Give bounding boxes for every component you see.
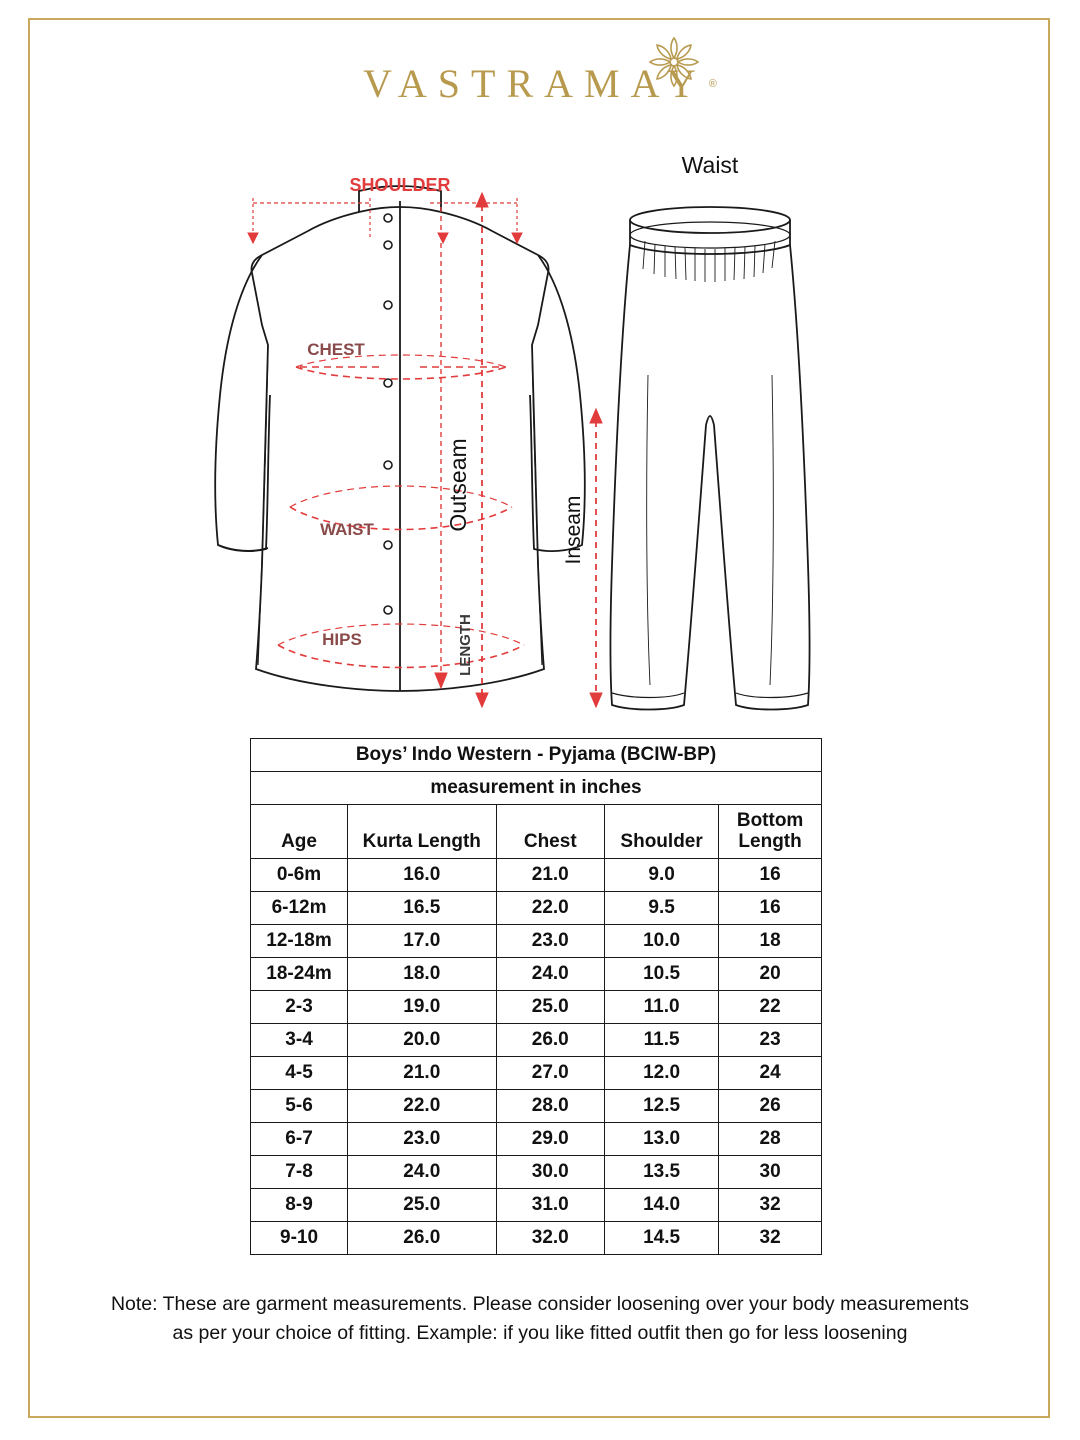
table-row <box>251 924 822 957</box>
pyjama-measure-lines <box>476 193 602 707</box>
cell-shoulder: 9.0 <box>605 858 719 891</box>
footer-note <box>48 1290 1032 1349</box>
cell-bottom-length: 26 <box>719 1089 822 1122</box>
cell-bottom-length: 24 <box>719 1056 822 1089</box>
col-header-kurta-length: Kurta Length <box>348 805 496 859</box>
floral-star-icon <box>644 32 704 92</box>
cell-chest: 28.0 <box>496 1089 604 1122</box>
cell-age: 6-7 <box>251 1122 348 1155</box>
cell-kurta-length: 26.0 <box>348 1221 496 1254</box>
pyjama-labels <box>445 152 739 564</box>
cell-shoulder: 13.5 <box>605 1155 719 1188</box>
col-header-age: Age <box>251 805 348 859</box>
cell-kurta-length: 19.0 <box>348 990 496 1023</box>
cell-bottom-length: 22 <box>719 990 822 1023</box>
cell-shoulder: 14.5 <box>605 1221 719 1254</box>
label-chest: CHEST <box>307 340 365 359</box>
cell-age: 12-18m <box>251 924 348 957</box>
cell-kurta-length: 25.0 <box>348 1188 496 1221</box>
label-hips: HIPS <box>322 630 362 649</box>
table-row <box>251 1023 822 1056</box>
cell-kurta-length: 24.0 <box>348 1155 496 1188</box>
cell-bottom-length: 28 <box>719 1122 822 1155</box>
table-row <box>251 1155 822 1188</box>
cell-bottom-length: 32 <box>719 1221 822 1254</box>
registered-mark: ® <box>708 77 717 90</box>
table-row <box>251 1188 822 1221</box>
size-table <box>250 738 822 1255</box>
cell-age: 2-3 <box>251 990 348 1023</box>
col-header-shoulder: Shoulder <box>605 805 719 859</box>
table-row <box>251 1221 822 1254</box>
label-waist: WAIST <box>320 520 374 539</box>
cell-chest: 27.0 <box>496 1056 604 1089</box>
kurta-labels <box>307 175 474 676</box>
cell-chest: 22.0 <box>496 891 604 924</box>
pyjama-illustration <box>611 207 810 710</box>
cell-chest: 23.0 <box>496 924 604 957</box>
cell-shoulder: 11.0 <box>605 990 719 1023</box>
cell-chest: 25.0 <box>496 990 604 1023</box>
brand-header <box>0 60 1080 107</box>
measurement-diagram <box>0 145 1080 725</box>
cell-bottom-length: 20 <box>719 957 822 990</box>
cell-shoulder: 13.0 <box>605 1122 719 1155</box>
cell-kurta-length: 23.0 <box>348 1122 496 1155</box>
cell-age: 0-6m <box>251 858 348 891</box>
cell-shoulder: 12.0 <box>605 1056 719 1089</box>
cell-age: 8-9 <box>251 1188 348 1221</box>
cell-bottom-length: 18 <box>719 924 822 957</box>
brand-wordmark: VASTRAMAY <box>363 61 707 106</box>
table-row <box>251 891 822 924</box>
cell-kurta-length: 20.0 <box>348 1023 496 1056</box>
table-header-row <box>251 805 822 859</box>
cell-kurta-length: 16.5 <box>348 891 496 924</box>
cell-age: 5-6 <box>251 1089 348 1122</box>
label-waist-pyjama: Waist <box>681 152 739 178</box>
col-header-bottom-length <box>719 805 822 859</box>
cell-chest: 30.0 <box>496 1155 604 1188</box>
cell-age: 9-10 <box>251 1221 348 1254</box>
cell-kurta-length: 21.0 <box>348 1056 496 1089</box>
size-table-container <box>250 738 822 1255</box>
cell-chest: 24.0 <box>496 957 604 990</box>
cell-chest: 32.0 <box>496 1221 604 1254</box>
table-row <box>251 990 822 1023</box>
col-header-chest: Chest <box>496 805 604 859</box>
cell-shoulder: 12.5 <box>605 1089 719 1122</box>
cell-shoulder: 14.0 <box>605 1188 719 1221</box>
cell-age: 7-8 <box>251 1155 348 1188</box>
table-row <box>251 858 822 891</box>
cell-kurta-length: 22.0 <box>348 1089 496 1122</box>
table-subtitle: measurement in inches <box>251 772 822 805</box>
col-header-bottom-line1: Bottom <box>736 810 804 831</box>
table-row <box>251 1089 822 1122</box>
cell-bottom-length: 23 <box>719 1023 822 1056</box>
cell-kurta-length: 16.0 <box>348 858 496 891</box>
label-inseam: Inseam <box>562 495 585 565</box>
cell-kurta-length: 17.0 <box>348 924 496 957</box>
table-row <box>251 1122 822 1155</box>
cell-shoulder: 9.5 <box>605 891 719 924</box>
cell-chest: 29.0 <box>496 1122 604 1155</box>
table-title-row <box>251 739 822 772</box>
kurta-illustration <box>215 186 585 691</box>
note-line-2: as per your choice of fitting. Example: if you like fitted outfit then go for less loosening <box>172 1322 908 1345</box>
table-title: Boys’ Indo Western - Pyjama (BCIW-BP) <box>251 739 822 772</box>
cell-kurta-length: 18.0 <box>348 957 496 990</box>
col-header-bottom-line2: Length <box>738 831 802 853</box>
label-shoulder: SHOULDER <box>349 175 451 195</box>
cell-age: 6-12m <box>251 891 348 924</box>
table-subtitle-row <box>251 772 822 805</box>
cell-chest: 31.0 <box>496 1188 604 1221</box>
cell-bottom-length: 32 <box>719 1188 822 1221</box>
cell-chest: 26.0 <box>496 1023 604 1056</box>
table-row <box>251 1056 822 1089</box>
cell-shoulder: 10.0 <box>605 924 719 957</box>
cell-shoulder: 10.5 <box>605 957 719 990</box>
note-line-1: Note: These are garment measurements. Please consider loosening over your body measurements <box>110 1293 970 1315</box>
cell-age: 18-24m <box>251 957 348 990</box>
cell-age: 3-4 <box>251 1023 348 1056</box>
cell-bottom-length: 16 <box>719 891 822 924</box>
cell-bottom-length: 16 <box>719 858 822 891</box>
cell-chest: 21.0 <box>496 858 604 891</box>
label-outseam: Outseam <box>445 438 471 532</box>
label-length: LENGTH <box>457 614 474 676</box>
table-row <box>251 957 822 990</box>
cell-bottom-length: 30 <box>719 1155 822 1188</box>
cell-age: 4-5 <box>251 1056 348 1089</box>
cell-shoulder: 11.5 <box>605 1023 719 1056</box>
